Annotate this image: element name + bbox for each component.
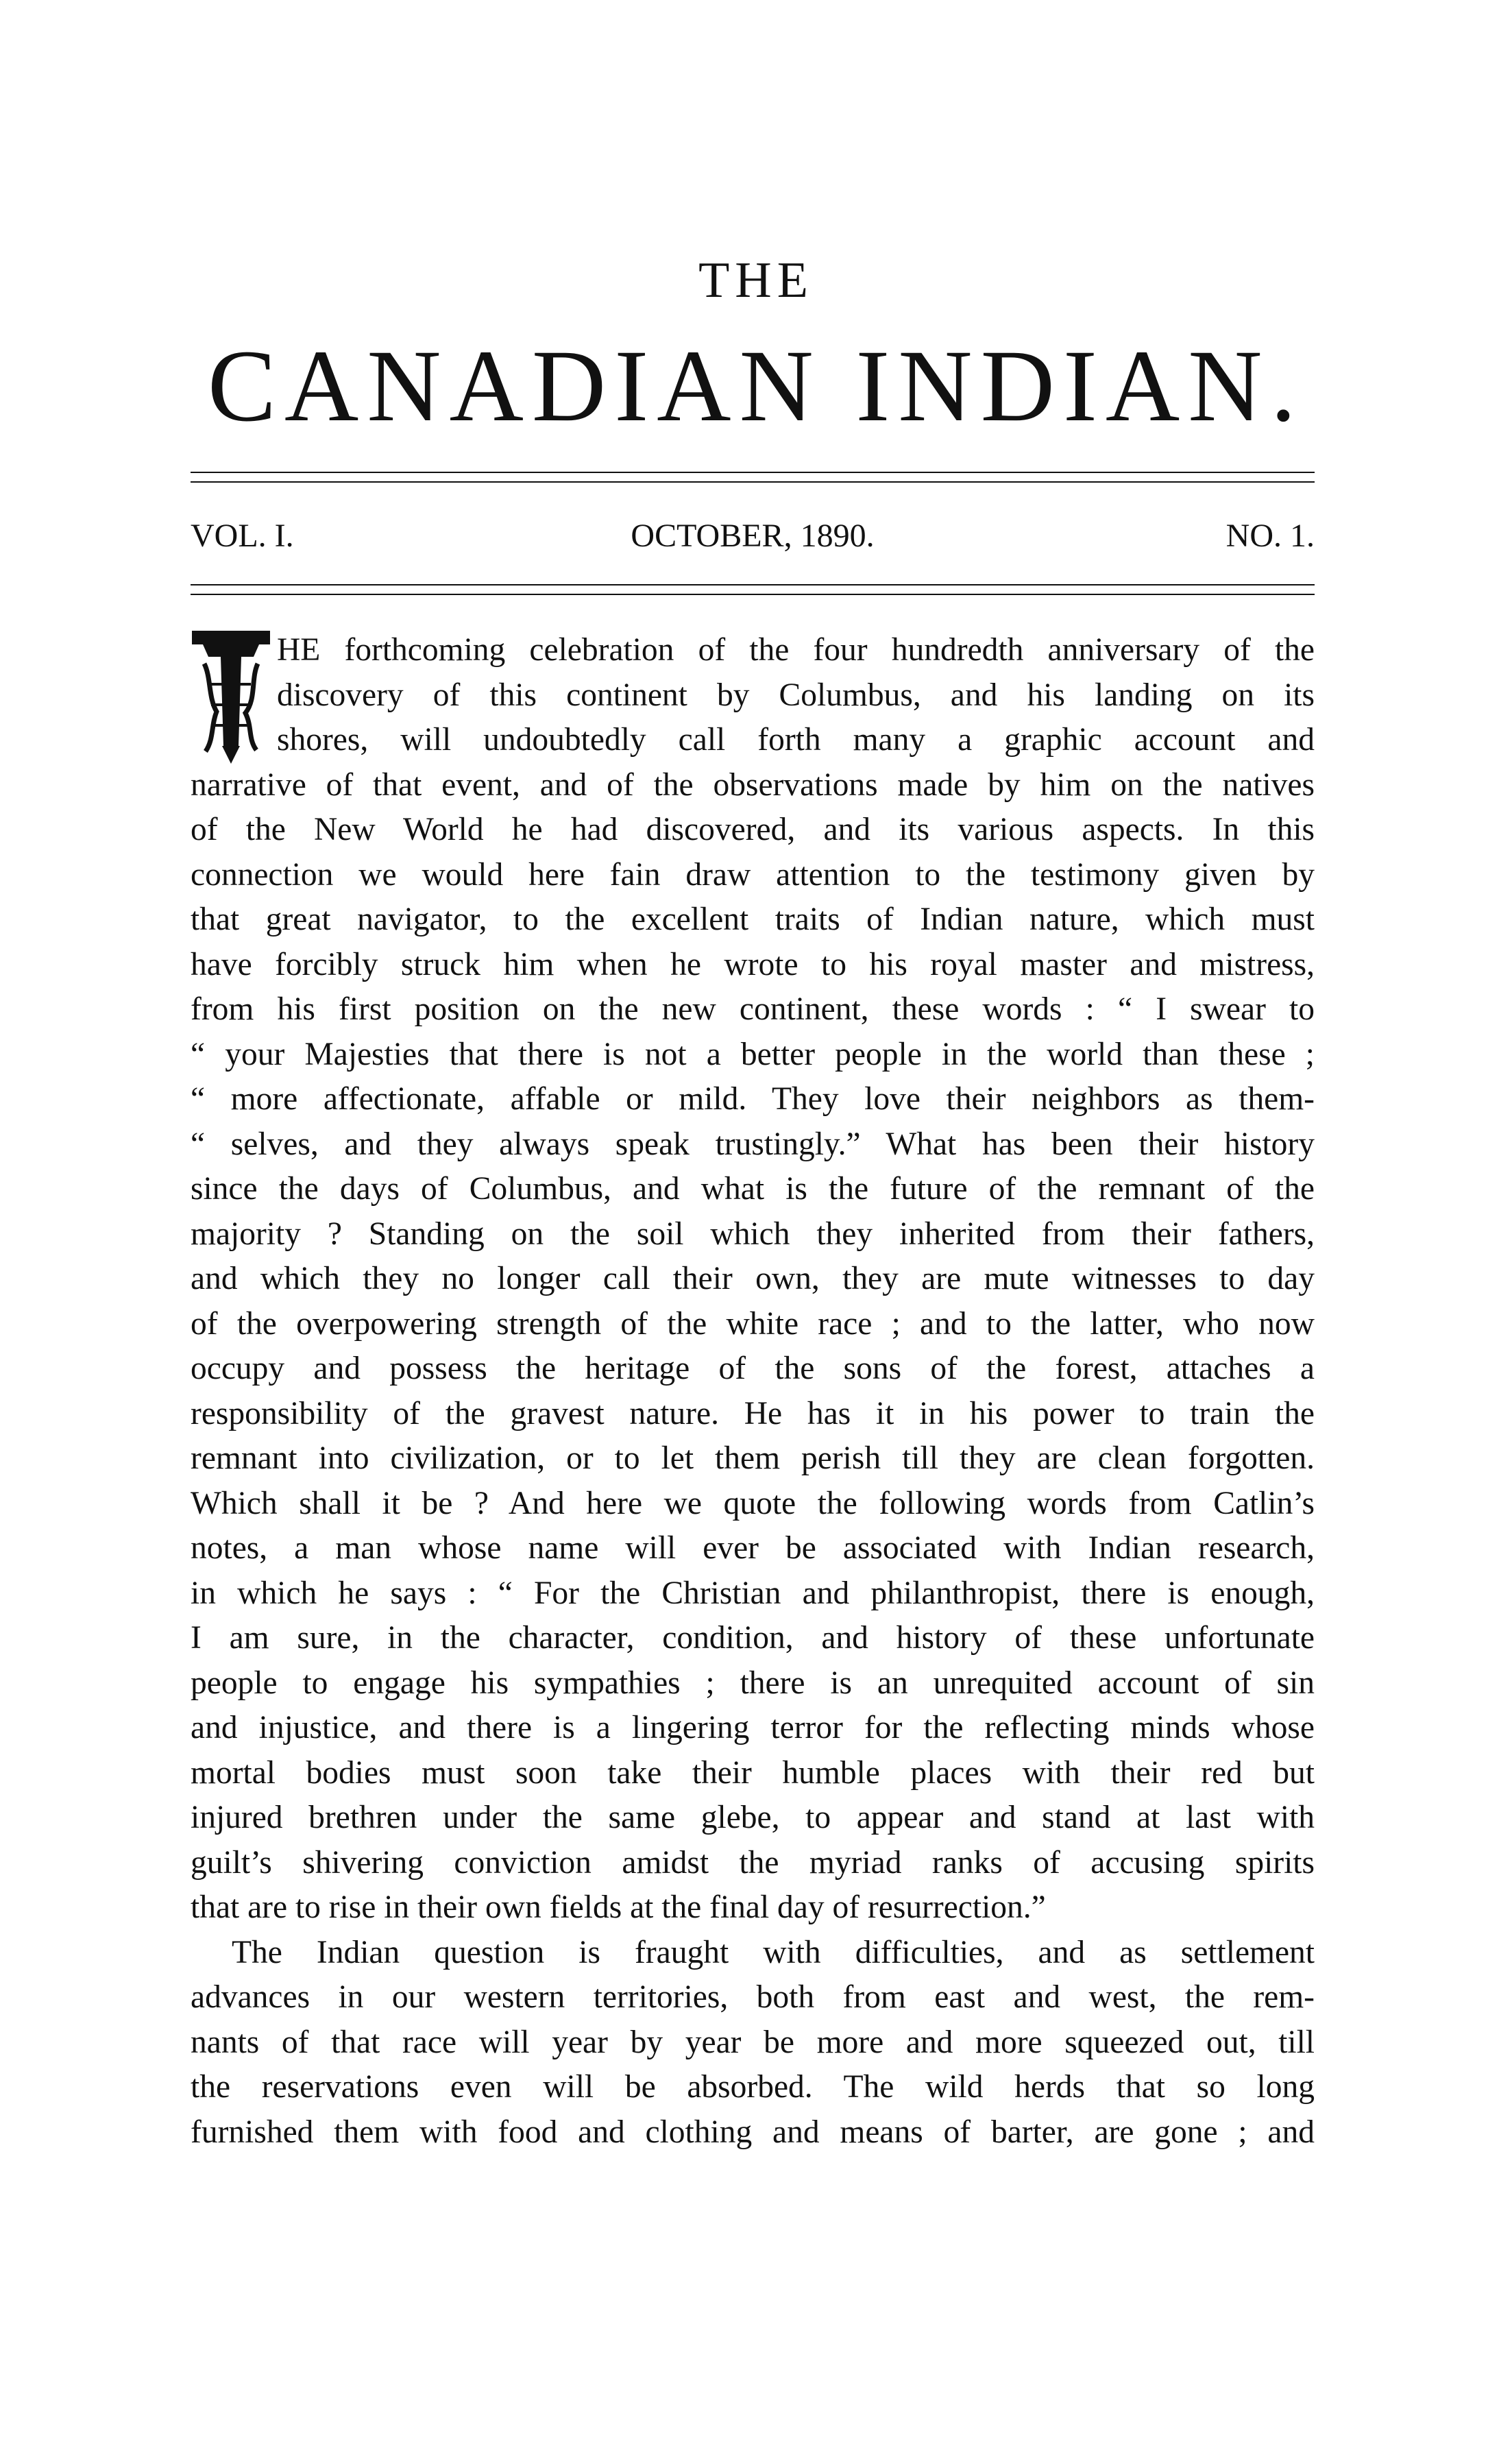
paragraph-1-line: Which shall it be ? And here we quote the following words from Catlin’s: [191, 1485, 1315, 1521]
paragraph-2-line: The Indian question is fraught with difficulties, and as settlement: [232, 1934, 1315, 1970]
paragraph-1-line: “ your Majesties that there is not a better people in the world than these ;: [191, 1036, 1315, 1072]
paragraph-1-line: guilt’s shivering conviction amidst the myriad ranks of accusing spirits: [191, 1844, 1315, 1881]
paragraph-1-line: mortal bodies must soon take their humble places with their red but: [191, 1754, 1315, 1791]
bottom-rule: [191, 584, 1315, 585]
paragraph-2-line: the reservations even will be absorbed. The wild herds that so long: [191, 2069, 1315, 2105]
masthead-the: THE: [698, 252, 814, 309]
paragraph-1-line: notes, a man whose name will ever be associated with Indian research,: [191, 1530, 1315, 1566]
issue-date: OCTOBER, 1890.: [631, 518, 875, 554]
issue-number: NO. 1.: [1226, 518, 1315, 554]
paragraph-1-line: remnant into civilization, or to let them perish till they are clean forgotten.: [191, 1440, 1315, 1476]
paragraph-1-line: narrative of that event, and of the observations made by him on the natives: [191, 766, 1315, 803]
dateline: [191, 516, 1315, 557]
paragraph-1-line: since the days of Columbus, and what is the future of the remnant of the: [191, 1171, 1315, 1207]
paragraph-1-line: people to engage his sympathies ; there is an unrequited account of sin: [191, 1665, 1315, 1701]
paragraph-1-line: HE forthcoming celebration of the four hundredth anniversary of the: [277, 632, 1315, 668]
paragraph-1-line: occupy and possess the heritage of the sons of the forest, attaches a: [191, 1351, 1315, 1386]
paragraph-1-line: of the New World he had discovered, and its various aspects. In this: [191, 812, 1315, 847]
bottom-rule-second: [191, 594, 1315, 595]
paragraph-1-line: I am sure, in the character, condition, and history of these unfortunate: [191, 1620, 1315, 1656]
paragraph-1-line: responsibility of the gravest nature. He has it in his power to train the: [191, 1395, 1315, 1431]
masthead-title: CANADIAN INDIAN.: [207, 329, 1305, 443]
paragraph-2-line: nants of that race will year by year be more and more squeezed out, till: [191, 2024, 1315, 2060]
paragraph-1-line: “ selves, and they always speak trustingly.” What has been their history: [191, 1126, 1315, 1162]
paragraph-1-line: that great navigator, to the excellent traits of Indian nature, which must: [191, 902, 1315, 937]
top-rule: [191, 472, 1315, 473]
top-rule-second: [191, 481, 1315, 483]
paragraph-1-line: majority ? Standing on the soil which they inherited from their fathers,: [191, 1216, 1315, 1252]
paragraph-1-line: and injustice, and there is a lingering terror for the reflecting minds whose: [191, 1710, 1315, 1745]
paragraph-1-line: from his first position on the new continent, these words : “ I swear to: [191, 991, 1315, 1027]
paragraph-1-line: discovery of this continent by Columbus, and his landing on its: [277, 677, 1315, 713]
paragraph-1-line: have forcibly struck him when he wrote to his royal master and mistress,: [191, 946, 1315, 982]
paragraph-1-line: that are to rise in their own fields at the final day of resurrection.”: [191, 1889, 1046, 1925]
paragraph-2-line: advances in our western territories, both from east and west, the rem-: [191, 1979, 1315, 2015]
paragraph-1-line: of the overpowering strength of the white race ; and to the latter, who now: [191, 1305, 1315, 1342]
article-body: [191, 628, 1315, 2155]
paragraph-1-line: injured brethren under the same glebe, to appear and stand at last with: [191, 1800, 1315, 1835]
paragraph-1-line: shores, will undoubtedly call forth many a graphic account and: [277, 722, 1315, 758]
paragraph-1-line: connection we would here fain draw attention to the testimony given by: [191, 856, 1315, 893]
paragraph-1-line: “ more affectionate, affable or mild. They love their neighbors as them-: [191, 1081, 1315, 1117]
paragraph-1-line: and which they no longer call their own, they are mute witnesses to day: [191, 1261, 1315, 1296]
drop-cap-letter: T: [228, 692, 234, 700]
paragraph-2-line: furnished them with food and clothing and means of barter, are gone ; and: [191, 2114, 1315, 2150]
volume-label: VOL. I.: [191, 518, 294, 554]
paragraph-1-line: in which he says : “ For the Christian and philanthropist, there is enough,: [191, 1575, 1315, 1611]
